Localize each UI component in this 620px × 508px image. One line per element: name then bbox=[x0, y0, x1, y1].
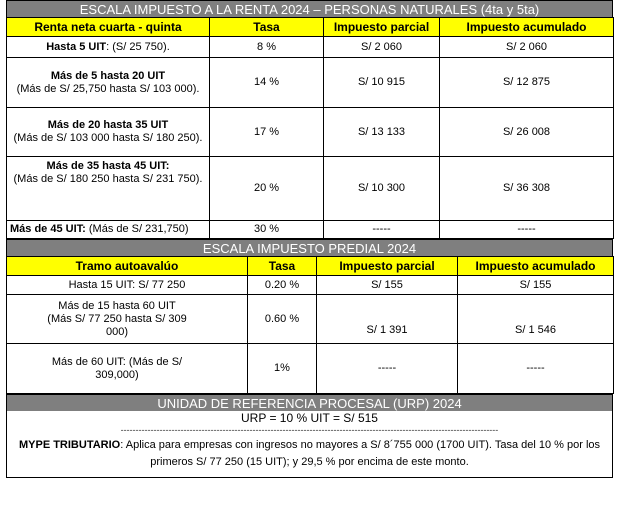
renta-tramo-rest: (Más de S/ 231,750) bbox=[85, 223, 189, 235]
renta-tramo-bold: Más de 20 hasta 35 UIT bbox=[47, 119, 169, 131]
predial-tramo: Más de 60 UIT: (Más de S/ 309,000) bbox=[7, 344, 248, 394]
table-row bbox=[7, 157, 614, 221]
predial-tasa: 1% bbox=[248, 344, 317, 394]
predial-parcial: ----- bbox=[317, 344, 458, 394]
renta-header-tasa: Tasa bbox=[210, 18, 324, 37]
predial-table bbox=[6, 256, 614, 394]
predial-tasa: 0.20 % bbox=[248, 276, 317, 295]
renta-header-parcial: Impuesto parcial bbox=[324, 18, 440, 37]
renta-tramo-bold: Más de 35 hasta 45 UIT: bbox=[46, 160, 170, 172]
renta-tramo-rest: : (S/ 25 750). bbox=[106, 40, 170, 53]
renta-cell bbox=[7, 157, 210, 221]
predial-header-parcial: Impuesto parcial bbox=[317, 257, 458, 276]
renta-cell bbox=[7, 58, 210, 108]
renta-tramo-bold: Más de 5 hasta 20 UIT bbox=[50, 69, 166, 82]
table-row bbox=[7, 295, 614, 344]
table-row bbox=[7, 344, 614, 394]
predial-parcial: S/ 1 391 bbox=[317, 295, 458, 344]
predial-header-row bbox=[7, 257, 614, 276]
table-row bbox=[7, 276, 614, 295]
renta-acumulado: S/ 26 008 bbox=[440, 108, 614, 157]
predial-header-tramo: Tramo autoavalúo bbox=[7, 257, 248, 276]
renta-tasa: 30 % bbox=[210, 221, 324, 239]
predial-tasa: 0.60 % bbox=[248, 295, 317, 344]
renta-parcial: S/ 10 915 bbox=[324, 58, 440, 108]
renta-cell bbox=[7, 221, 210, 239]
renta-parcial: S/ 13 133 bbox=[324, 108, 440, 157]
renta-header-row bbox=[7, 18, 614, 37]
table-row bbox=[7, 58, 614, 108]
renta-acumulado: S/ 2 060 bbox=[440, 37, 614, 58]
predial-header-acumulado: Impuesto acumulado bbox=[458, 257, 614, 276]
renta-tramo-rest: (Más de S/ 25,750 hasta S/ 103 000). bbox=[16, 82, 200, 95]
renta-tasa: 17 % bbox=[210, 108, 324, 157]
table-row bbox=[7, 221, 614, 239]
renta-tasa: 8 % bbox=[210, 37, 324, 58]
renta-parcial: S/ 2 060 bbox=[324, 37, 440, 58]
urp-title: UNIDAD DE REFERENCIA PROCESAL (URP) 2024 bbox=[6, 394, 613, 411]
renta-title: ESCALA IMPUESTO A LA RENTA 2024 – PERSONAS NATURALES (4ta y 5ta) bbox=[6, 0, 613, 17]
renta-tramo-rest: (Más de S/ 103 000 hasta S/ 180 250). bbox=[13, 132, 203, 144]
tax-scales-document bbox=[6, 0, 613, 478]
predial-tramo: Hasta 15 UIT: S/ 77 250 bbox=[7, 276, 248, 295]
predial-acumulado: S/ 155 bbox=[458, 276, 614, 295]
predial-header-tasa: Tasa bbox=[248, 257, 317, 276]
urp-equation: URP = 10 % UIT = S/ 515 bbox=[241, 411, 378, 425]
renta-tramo-bold: Más de 45 UIT: bbox=[10, 223, 86, 235]
renta-tasa: 14 % bbox=[210, 58, 324, 108]
renta-parcial: ----- bbox=[324, 221, 440, 239]
predial-acumulado: S/ 1 546 bbox=[458, 295, 614, 344]
urp-divider: ------------------------------------------------------------------------------------------------------------------------------ bbox=[120, 425, 499, 435]
renta-tramo-rest: (Más de S/ 180 250 hasta S/ 231 750). bbox=[13, 173, 203, 185]
predial-acumulado: ----- bbox=[458, 344, 614, 394]
mype-note bbox=[7, 437, 612, 477]
renta-header-acumulado: Impuesto acumulado bbox=[440, 18, 614, 37]
renta-table bbox=[6, 17, 614, 239]
renta-parcial: S/ 10 300 bbox=[324, 157, 440, 221]
urp-section bbox=[6, 411, 613, 478]
predial-title: ESCALA IMPUESTO PREDIAL 2024 bbox=[6, 239, 613, 256]
mype-label: MYPE TRIBUTARIO bbox=[18, 439, 121, 451]
renta-cell bbox=[7, 37, 210, 58]
renta-tasa: 20 % bbox=[210, 157, 324, 221]
renta-acumulado: S/ 12 875 bbox=[440, 58, 614, 108]
renta-tramo-bold: Hasta 5 UIT bbox=[46, 40, 107, 53]
renta-header-renta: Renta neta cuarta - quinta bbox=[7, 18, 210, 37]
predial-parcial: S/ 155 bbox=[317, 276, 458, 295]
renta-acumulado: S/ 36 308 bbox=[440, 157, 614, 221]
renta-acumulado: ----- bbox=[440, 221, 614, 239]
predial-tramo: Más de 15 hasta 60 UIT (Más S/ 77 250 hasta S/ 309 000) bbox=[7, 295, 248, 344]
mype-text: : Aplica para empresas con ingresos no mayores a S/ 8´755 000 (1700 UIT). Tasa del 10 % por los primeros S/ 77 250 (15 UIT); y 29,5 % por encima de este monto. bbox=[120, 439, 601, 468]
renta-cell bbox=[7, 108, 210, 157]
table-row bbox=[7, 108, 614, 157]
table-row bbox=[7, 37, 614, 58]
